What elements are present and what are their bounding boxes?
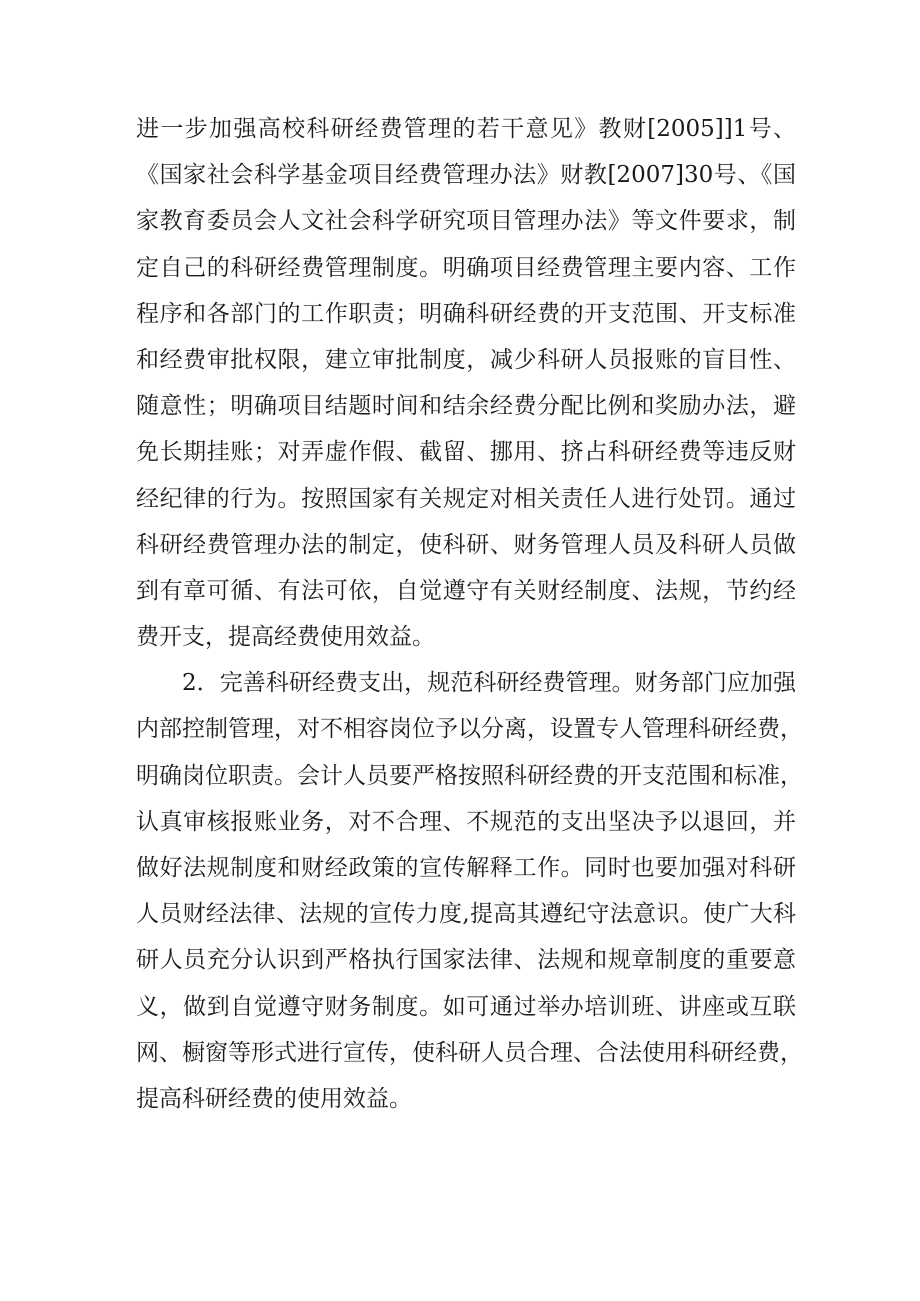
- text-line: 研人员充分认识到严格执行国家法律、法规和规章制度的重要意: [136, 947, 796, 974]
- text-line: 网、橱窗等形式进行宣传，使科研人员合理、合法使用科研经费，: [136, 1039, 803, 1066]
- text-line: 人员财经法律、法规的宣传力度,提高其遵纪守法意识。使广大科: [136, 901, 796, 928]
- text-line: 提高科研经费的使用效益。: [136, 1085, 412, 1112]
- paragraph-2: [136, 660, 803, 1122]
- text-line: 2．完善科研经费支出，规范科研经费管理。财务部门应加强: [182, 670, 796, 697]
- text-line: 到有章可循、有法可依，自觉遵守有关财经制度、法规，节约经: [136, 577, 796, 604]
- text-line: 内部控制管理，对不相容岗位予以分离，设置专人管理科研经费，: [136, 716, 803, 743]
- text-line: 明确岗位职责。会计人员要严格按照科研经费的开支范围和标准，: [136, 762, 803, 789]
- body-text: [136, 106, 803, 1122]
- text-line: 义，做到自觉遵守财务制度。如可通过举办培训班、讲座或互联: [136, 993, 796, 1020]
- text-line: 免长期挂账；对弄虚作假、截留、挪用、挤占科研经费等违反财: [136, 439, 796, 466]
- text-line: 认真审核报账业务，对不合理、不规范的支出坚决予以退回，并: [136, 808, 796, 835]
- text-line: 《国家社会科学基金项目经费管理办法》财教[2007]30号、《国: [136, 162, 796, 189]
- text-line: 进一步加强高校科研经费管理的若干意见》教财[2005]]1号、: [136, 116, 796, 142]
- text-line: 和经费审批权限，建立审批制度，减少科研人员报账的盲目性、: [136, 346, 796, 373]
- text-line: 程序和各部门的工作职责；明确科研经费的开支范围、开支标准: [136, 300, 796, 327]
- text-line: 经纪律的行为。按照国家有关规定对相关责任人进行处罚。通过: [136, 485, 796, 512]
- text-line: 随意性；明确项目结题时间和结余经费分配比例和奖励办法，避: [136, 393, 796, 420]
- text-line: 定自己的科研经费管理制度。明确项目经费管理主要内容、工作: [136, 254, 796, 281]
- text-line: 科研经费管理办法的制定，使科研、财务管理人员及科研人员做: [136, 531, 796, 558]
- text-line: 费开支，提高经费使用效益。: [136, 624, 435, 651]
- paragraph-1: [136, 106, 796, 660]
- text-line: 家教育委员会人文社会科学研究项目管理办法》等文件要求，制: [136, 208, 796, 235]
- text-line: 做好法规制度和财经政策的宣传解释工作。同时也要加强对科研: [136, 855, 796, 881]
